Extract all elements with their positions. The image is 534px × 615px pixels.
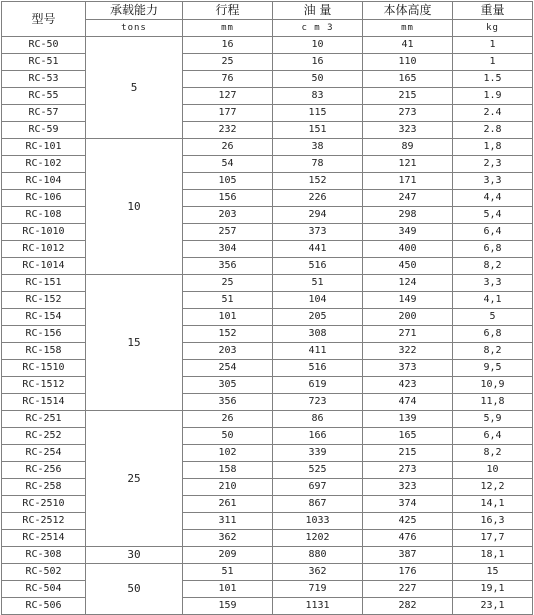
stroke-cell: 304 bbox=[183, 241, 273, 258]
model-cell: RC-156 bbox=[2, 326, 86, 343]
model-cell: RC-152 bbox=[2, 292, 86, 309]
weight-cell: 3,3 bbox=[453, 173, 533, 190]
model-cell: RC-1010 bbox=[2, 224, 86, 241]
table-row bbox=[2, 122, 533, 139]
body-height-cell: 322 bbox=[363, 343, 453, 360]
model-cell: RC-308 bbox=[2, 547, 86, 564]
weight-cell: 17,7 bbox=[453, 530, 533, 547]
stroke-cell: 159 bbox=[183, 598, 273, 615]
weight-cell: 6,8 bbox=[453, 326, 533, 343]
oil-volume-cell: 78 bbox=[273, 156, 363, 173]
table-row bbox=[2, 547, 533, 564]
stroke-cell: 210 bbox=[183, 479, 273, 496]
capacity-cell: 25 bbox=[86, 411, 183, 547]
table-row bbox=[2, 360, 533, 377]
oil-volume-cell: 16 bbox=[273, 54, 363, 71]
stroke-cell: 102 bbox=[183, 445, 273, 462]
table-header bbox=[2, 2, 533, 37]
stroke-cell: 203 bbox=[183, 207, 273, 224]
body-height-cell: 124 bbox=[363, 275, 453, 292]
body-height-cell: 215 bbox=[363, 88, 453, 105]
oil-volume-cell: 516 bbox=[273, 360, 363, 377]
oil-volume-cell: 719 bbox=[273, 581, 363, 598]
capacity-cell: 5 bbox=[86, 37, 183, 139]
unit-capacity: tons bbox=[86, 20, 183, 37]
oil-volume-cell: 411 bbox=[273, 343, 363, 360]
oil-volume-cell: 166 bbox=[273, 428, 363, 445]
stroke-cell: 356 bbox=[183, 394, 273, 411]
model-cell: RC-51 bbox=[2, 54, 86, 71]
model-cell: RC-1512 bbox=[2, 377, 86, 394]
spec-table bbox=[1, 1, 533, 615]
weight-cell: 2,3 bbox=[453, 156, 533, 173]
weight-cell: 9,5 bbox=[453, 360, 533, 377]
model-cell: RC-59 bbox=[2, 122, 86, 139]
weight-cell: 5,9 bbox=[453, 411, 533, 428]
oil-volume-cell: 516 bbox=[273, 258, 363, 275]
table-row bbox=[2, 139, 533, 156]
body-height-cell: 450 bbox=[363, 258, 453, 275]
unit-body-height: mm bbox=[363, 20, 453, 37]
oil-volume-cell: 50 bbox=[273, 71, 363, 88]
body-height-cell: 374 bbox=[363, 496, 453, 513]
body-height-cell: 110 bbox=[363, 54, 453, 71]
oil-volume-cell: 83 bbox=[273, 88, 363, 105]
table-row bbox=[2, 292, 533, 309]
stroke-cell: 25 bbox=[183, 275, 273, 292]
weight-cell: 5,4 bbox=[453, 207, 533, 224]
weight-cell: 18,1 bbox=[453, 547, 533, 564]
capacity-cell: 10 bbox=[86, 139, 183, 275]
model-cell: RC-1012 bbox=[2, 241, 86, 258]
stroke-cell: 127 bbox=[183, 88, 273, 105]
weight-cell: 1.9 bbox=[453, 88, 533, 105]
stroke-cell: 51 bbox=[183, 292, 273, 309]
model-cell: RC-2512 bbox=[2, 513, 86, 530]
body-height-cell: 200 bbox=[363, 309, 453, 326]
model-cell: RC-57 bbox=[2, 105, 86, 122]
oil-volume-cell: 1131 bbox=[273, 598, 363, 615]
weight-cell: 8,2 bbox=[453, 445, 533, 462]
model-cell: RC-2514 bbox=[2, 530, 86, 547]
table-row bbox=[2, 462, 533, 479]
weight-cell: 1.5 bbox=[453, 71, 533, 88]
table-body bbox=[2, 37, 533, 615]
model-cell: RC-102 bbox=[2, 156, 86, 173]
model-cell: RC-504 bbox=[2, 581, 86, 598]
body-height-cell: 215 bbox=[363, 445, 453, 462]
table-row bbox=[2, 173, 533, 190]
stroke-cell: 101 bbox=[183, 309, 273, 326]
model-cell: RC-106 bbox=[2, 190, 86, 207]
stroke-cell: 105 bbox=[183, 173, 273, 190]
model-cell: RC-158 bbox=[2, 343, 86, 360]
model-cell: RC-55 bbox=[2, 88, 86, 105]
stroke-cell: 26 bbox=[183, 411, 273, 428]
stroke-cell: 232 bbox=[183, 122, 273, 139]
col-header-oil-volume: 油 量 bbox=[273, 2, 363, 20]
capacity-cell: 15 bbox=[86, 275, 183, 411]
body-height-cell: 176 bbox=[363, 564, 453, 581]
body-height-cell: 423 bbox=[363, 377, 453, 394]
body-height-cell: 476 bbox=[363, 530, 453, 547]
model-cell: RC-104 bbox=[2, 173, 86, 190]
weight-cell: 6,4 bbox=[453, 224, 533, 241]
body-height-cell: 171 bbox=[363, 173, 453, 190]
model-cell: RC-154 bbox=[2, 309, 86, 326]
oil-volume-cell: 880 bbox=[273, 547, 363, 564]
table-row bbox=[2, 394, 533, 411]
oil-volume-cell: 51 bbox=[273, 275, 363, 292]
stroke-cell: 356 bbox=[183, 258, 273, 275]
weight-cell: 2.8 bbox=[453, 122, 533, 139]
stroke-cell: 362 bbox=[183, 530, 273, 547]
body-height-cell: 149 bbox=[363, 292, 453, 309]
weight-cell: 14,1 bbox=[453, 496, 533, 513]
stroke-cell: 209 bbox=[183, 547, 273, 564]
body-height-cell: 425 bbox=[363, 513, 453, 530]
table-row bbox=[2, 309, 533, 326]
stroke-cell: 311 bbox=[183, 513, 273, 530]
oil-volume-cell: 441 bbox=[273, 241, 363, 258]
model-cell: RC-1514 bbox=[2, 394, 86, 411]
body-height-cell: 89 bbox=[363, 139, 453, 156]
body-height-cell: 41 bbox=[363, 37, 453, 54]
weight-cell: 10 bbox=[453, 462, 533, 479]
weight-cell: 6,4 bbox=[453, 428, 533, 445]
body-height-cell: 349 bbox=[363, 224, 453, 241]
oil-volume-cell: 373 bbox=[273, 224, 363, 241]
weight-cell: 19,1 bbox=[453, 581, 533, 598]
body-height-cell: 273 bbox=[363, 462, 453, 479]
weight-cell: 23,1 bbox=[453, 598, 533, 615]
table-row bbox=[2, 71, 533, 88]
model-cell: RC-1510 bbox=[2, 360, 86, 377]
weight-cell: 4,1 bbox=[453, 292, 533, 309]
oil-volume-cell: 38 bbox=[273, 139, 363, 156]
stroke-cell: 254 bbox=[183, 360, 273, 377]
table-row bbox=[2, 496, 533, 513]
body-height-cell: 121 bbox=[363, 156, 453, 173]
oil-volume-cell: 226 bbox=[273, 190, 363, 207]
model-cell: RC-502 bbox=[2, 564, 86, 581]
table-row bbox=[2, 377, 533, 394]
model-cell: RC-1014 bbox=[2, 258, 86, 275]
table-row bbox=[2, 530, 533, 547]
table-row bbox=[2, 275, 533, 292]
oil-volume-cell: 525 bbox=[273, 462, 363, 479]
table-row bbox=[2, 598, 533, 615]
model-cell: RC-254 bbox=[2, 445, 86, 462]
oil-volume-cell: 1202 bbox=[273, 530, 363, 547]
body-height-cell: 165 bbox=[363, 428, 453, 445]
table-row bbox=[2, 54, 533, 71]
model-cell: RC-2510 bbox=[2, 496, 86, 513]
oil-volume-cell: 152 bbox=[273, 173, 363, 190]
model-cell: RC-53 bbox=[2, 71, 86, 88]
model-cell: RC-50 bbox=[2, 37, 86, 54]
body-height-cell: 373 bbox=[363, 360, 453, 377]
weight-cell: 1,8 bbox=[453, 139, 533, 156]
stroke-cell: 257 bbox=[183, 224, 273, 241]
body-height-cell: 323 bbox=[363, 479, 453, 496]
stroke-cell: 26 bbox=[183, 139, 273, 156]
body-height-cell: 282 bbox=[363, 598, 453, 615]
weight-cell: 6,8 bbox=[453, 241, 533, 258]
weight-cell: 1 bbox=[453, 37, 533, 54]
weight-cell: 8,2 bbox=[453, 343, 533, 360]
oil-volume-cell: 1033 bbox=[273, 513, 363, 530]
model-cell: RC-151 bbox=[2, 275, 86, 292]
body-height-cell: 387 bbox=[363, 547, 453, 564]
oil-volume-cell: 10 bbox=[273, 37, 363, 54]
stroke-cell: 152 bbox=[183, 326, 273, 343]
table-row bbox=[2, 156, 533, 173]
stroke-cell: 25 bbox=[183, 54, 273, 71]
stroke-cell: 156 bbox=[183, 190, 273, 207]
body-height-cell: 474 bbox=[363, 394, 453, 411]
body-height-cell: 271 bbox=[363, 326, 453, 343]
model-cell: RC-506 bbox=[2, 598, 86, 615]
model-cell: RC-251 bbox=[2, 411, 86, 428]
weight-cell: 2.4 bbox=[453, 105, 533, 122]
weight-cell: 16,3 bbox=[453, 513, 533, 530]
header-row bbox=[2, 2, 533, 20]
oil-volume-cell: 115 bbox=[273, 105, 363, 122]
stroke-cell: 305 bbox=[183, 377, 273, 394]
weight-cell: 3,3 bbox=[453, 275, 533, 292]
model-cell: RC-108 bbox=[2, 207, 86, 224]
unit-weight: kg bbox=[453, 20, 533, 37]
weight-cell: 1 bbox=[453, 54, 533, 71]
table-row bbox=[2, 224, 533, 241]
model-cell: RC-101 bbox=[2, 139, 86, 156]
stroke-cell: 16 bbox=[183, 37, 273, 54]
oil-volume-cell: 86 bbox=[273, 411, 363, 428]
table-row bbox=[2, 513, 533, 530]
capacity-cell: 50 bbox=[86, 564, 183, 615]
table-row bbox=[2, 428, 533, 445]
table-row bbox=[2, 564, 533, 581]
model-cell: RC-258 bbox=[2, 479, 86, 496]
unit-oil-volume: c m 3 bbox=[273, 20, 363, 37]
col-header-weight: 重量 bbox=[453, 2, 533, 20]
table-row bbox=[2, 411, 533, 428]
oil-volume-cell: 619 bbox=[273, 377, 363, 394]
body-height-cell: 139 bbox=[363, 411, 453, 428]
body-height-cell: 165 bbox=[363, 71, 453, 88]
oil-volume-cell: 867 bbox=[273, 496, 363, 513]
stroke-cell: 261 bbox=[183, 496, 273, 513]
body-height-cell: 273 bbox=[363, 105, 453, 122]
weight-cell: 12,2 bbox=[453, 479, 533, 496]
oil-volume-cell: 205 bbox=[273, 309, 363, 326]
body-height-cell: 400 bbox=[363, 241, 453, 258]
weight-cell: 5 bbox=[453, 309, 533, 326]
table-row bbox=[2, 258, 533, 275]
weight-cell: 10,9 bbox=[453, 377, 533, 394]
stroke-cell: 76 bbox=[183, 71, 273, 88]
table-row bbox=[2, 105, 533, 122]
oil-volume-cell: 362 bbox=[273, 564, 363, 581]
table-row bbox=[2, 445, 533, 462]
stroke-cell: 50 bbox=[183, 428, 273, 445]
col-header-model: 型号 bbox=[2, 2, 86, 37]
oil-volume-cell: 294 bbox=[273, 207, 363, 224]
model-cell: RC-256 bbox=[2, 462, 86, 479]
stroke-cell: 54 bbox=[183, 156, 273, 173]
model-cell: RC-252 bbox=[2, 428, 86, 445]
oil-volume-cell: 308 bbox=[273, 326, 363, 343]
stroke-cell: 101 bbox=[183, 581, 273, 598]
oil-volume-cell: 697 bbox=[273, 479, 363, 496]
table-row bbox=[2, 207, 533, 224]
table-row bbox=[2, 88, 533, 105]
table-row bbox=[2, 326, 533, 343]
weight-cell: 4,4 bbox=[453, 190, 533, 207]
capacity-cell: 30 bbox=[86, 547, 183, 564]
col-header-stroke: 行程 bbox=[183, 2, 273, 20]
col-header-capacity: 承载能力 bbox=[86, 2, 183, 20]
table-row bbox=[2, 479, 533, 496]
table-row bbox=[2, 37, 533, 54]
body-height-cell: 227 bbox=[363, 581, 453, 598]
stroke-cell: 177 bbox=[183, 105, 273, 122]
oil-volume-cell: 339 bbox=[273, 445, 363, 462]
table-row bbox=[2, 241, 533, 258]
table-row bbox=[2, 343, 533, 360]
weight-cell: 15 bbox=[453, 564, 533, 581]
weight-cell: 11,8 bbox=[453, 394, 533, 411]
stroke-cell: 158 bbox=[183, 462, 273, 479]
unit-stroke: mm bbox=[183, 20, 273, 37]
body-height-cell: 247 bbox=[363, 190, 453, 207]
stroke-cell: 51 bbox=[183, 564, 273, 581]
table-row bbox=[2, 190, 533, 207]
oil-volume-cell: 104 bbox=[273, 292, 363, 309]
oil-volume-cell: 151 bbox=[273, 122, 363, 139]
weight-cell: 8,2 bbox=[453, 258, 533, 275]
col-header-body-height: 本体高度 bbox=[363, 2, 453, 20]
table-row bbox=[2, 581, 533, 598]
body-height-cell: 323 bbox=[363, 122, 453, 139]
stroke-cell: 203 bbox=[183, 343, 273, 360]
body-height-cell: 298 bbox=[363, 207, 453, 224]
oil-volume-cell: 723 bbox=[273, 394, 363, 411]
